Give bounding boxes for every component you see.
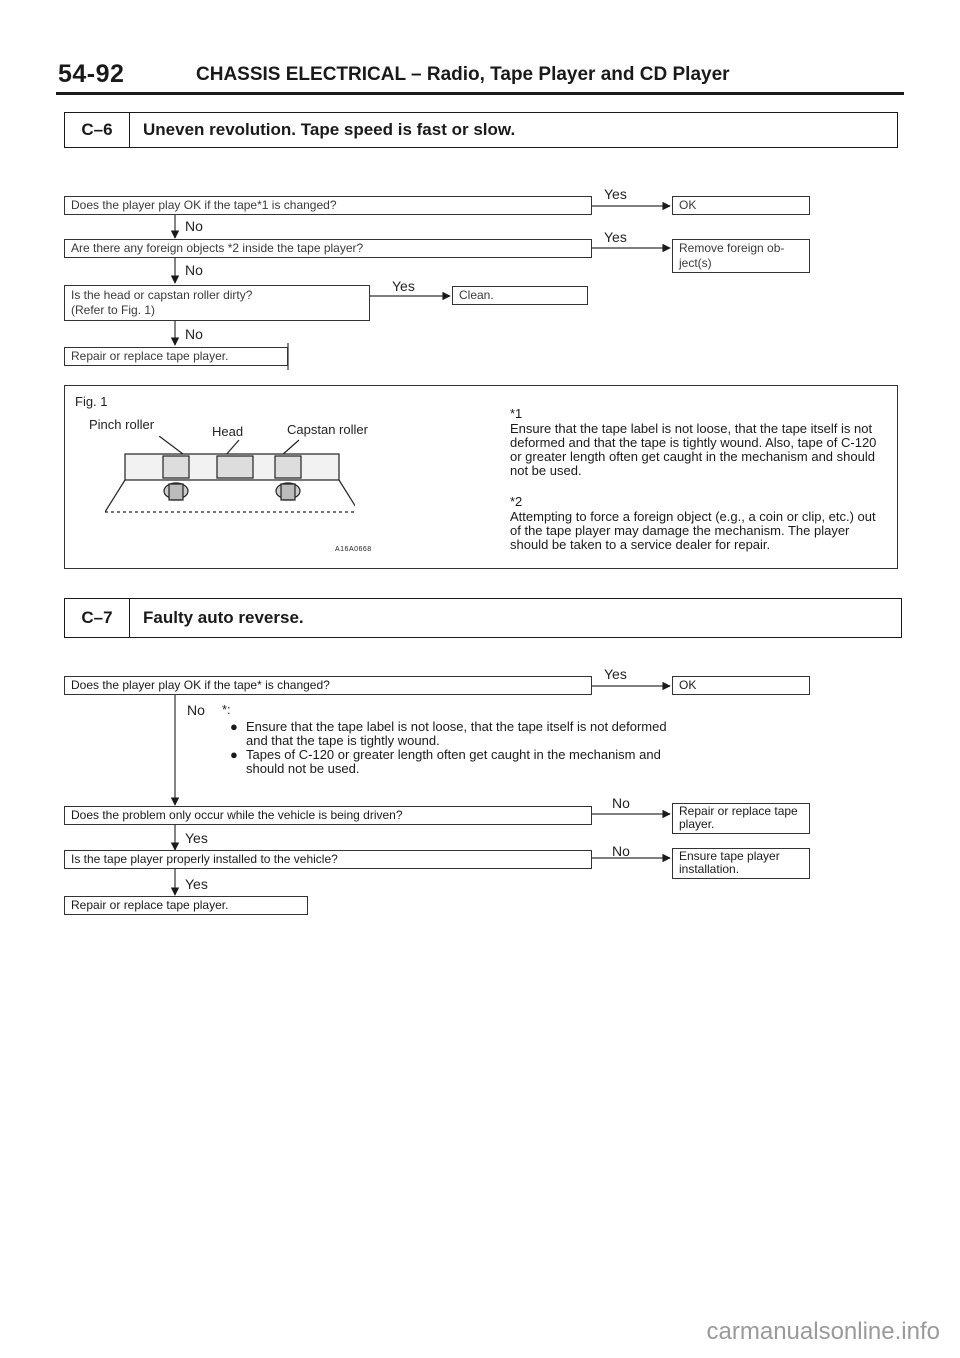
page-number: 54-92: [58, 60, 125, 88]
c7-note-bullet-1: [230, 720, 670, 748]
c7-no-1: No: [187, 702, 205, 718]
c6-no-3: No: [185, 326, 203, 342]
c7-note-mark: *:: [222, 702, 231, 717]
c6-result-clean: Clean.: [452, 286, 588, 305]
c7-note-bullet-2: [230, 748, 670, 776]
bullet-dot-icon: ●: [230, 747, 238, 762]
c7-result-ok: OK: [672, 676, 810, 695]
c6-result-remove-foreign-object: Remove foreign ob- ject(s): [672, 239, 810, 273]
bullet-dot-icon: ●: [230, 719, 238, 734]
section-c7-code: C–7: [65, 599, 130, 637]
section-c7-title: Faulty auto reverse.: [143, 608, 304, 627]
watermark-text: carmanualsonline.info: [706, 1318, 940, 1345]
c7-question-3: Is the tape player properly installed to the vehicle?: [64, 850, 592, 869]
c7-yes-1: Yes: [604, 666, 627, 682]
c6-final-action: Repair or replace tape player.: [64, 347, 288, 366]
figure-label: Fig. 1: [75, 394, 108, 409]
c7-note-bullet-2-text: Tapes of C-120 or greater length often get caught in the mechanism and should not be used.: [246, 747, 661, 776]
tape-mechanism-illustration: [105, 436, 355, 516]
figure-capstan-roller-label: Capstan roller: [287, 422, 368, 437]
page-title: CHASSIS ELECTRICAL – Radio, Tape Player and CD Player: [196, 64, 730, 85]
c7-no-3: No: [612, 843, 630, 859]
c6-yes-3: Yes: [392, 278, 415, 294]
footnote-2-mark: *2: [510, 494, 523, 509]
c6-question-2: Are there any foreign objects *2 inside the tape player?: [64, 239, 592, 258]
c7-question-2: Does the problem only occur while the vehicle is being driven?: [64, 806, 592, 825]
c7-result-repair: Repair or replace tape player.: [672, 803, 810, 834]
figure-panel: [64, 385, 898, 569]
c6-result-ok: OK: [672, 196, 810, 215]
figure-code: A16A0668: [335, 546, 372, 553]
section-c7-header: [64, 598, 902, 638]
c6-question-3-line1: Is the head or capstan roller dirty?: [71, 288, 253, 302]
c6-question-3: [64, 285, 370, 321]
figure-pinch-roller-label: Pinch roller: [89, 417, 155, 432]
c7-no-2: No: [612, 795, 630, 811]
section-c6-header: [64, 112, 898, 148]
footnote-1-text: Ensure that the tape label is not loose, that the tape itself is not deformed and that the tape is tightly wound. Also, tape of C-120 or greater length often get caught in the mechanism and should not be used.: [510, 421, 877, 478]
c6-question-1: Does the player play OK if the tape*1 is changed?: [64, 196, 592, 215]
c6-no-2: No: [185, 262, 203, 278]
section-c6-code: C–6: [65, 113, 130, 147]
c7-final-action: Repair or replace tape player.: [64, 896, 308, 915]
c7-note-bullet-1-text: Ensure that the tape label is not loose, that the tape itself is not deformed and that the tape is tightly wound.: [246, 719, 667, 748]
c7-yes-2: Yes: [185, 830, 208, 846]
c7-result-ensure-installation: Ensure tape player installation.: [672, 848, 810, 879]
c6-yes-1: Yes: [604, 186, 627, 202]
c7-yes-3: Yes: [185, 876, 208, 892]
c6-no-1: No: [185, 218, 203, 234]
figure-head-label: Head: [212, 424, 244, 439]
c6-question-3-line2: (Refer to Fig. 1): [71, 303, 156, 317]
c7-note-list: [230, 720, 670, 776]
footnote-2-text: Attempting to force a foreign object (e.g., a coin or clip, etc.) out of the tape player may damage the mechanism. The player should be taken to a service dealer for repair.: [510, 509, 876, 552]
footnote-1-mark: *1: [510, 406, 523, 421]
c6-yes-2: Yes: [604, 229, 627, 245]
c7-question-1: Does the player play OK if the tape* is changed?: [64, 676, 592, 695]
section-c6-title: Uneven revolution. Tape speed is fast or slow.: [143, 120, 516, 139]
